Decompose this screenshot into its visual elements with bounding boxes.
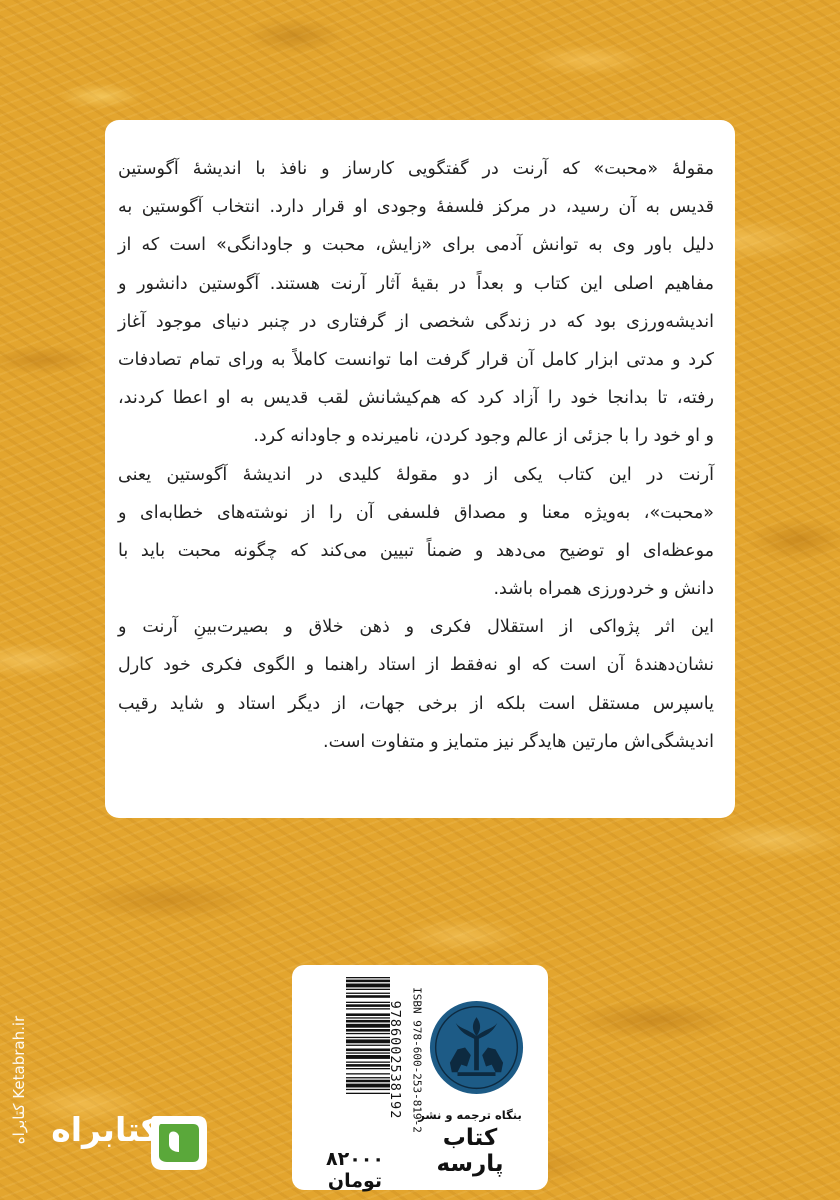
isbn-digits: 9786002538192 [387, 1000, 403, 1120]
barcode-bar [346, 1089, 390, 1090]
barcode-bar [346, 1068, 390, 1069]
barcode-bar [346, 1037, 390, 1038]
barcode-bar [346, 1062, 390, 1063]
description-paragraph [118, 150, 714, 456]
barcode-bar [346, 1049, 390, 1052]
description-line: آرنت در این کتاب یکی از دو مقولهٔ کلیدی در اندیشهٔ آگوستین یعنی [118, 464, 714, 485]
barcode-bar [346, 984, 390, 988]
description-line: «محبت»، به‌ویژه معنا و مصداق فلسفی آن را از نوشته‌های خطابه‌ای و [118, 502, 714, 523]
description-paragraph [118, 608, 714, 761]
publisher-label: بنگاه ترجمه و نشر [418, 1108, 522, 1122]
barcode-bar [346, 1093, 390, 1094]
barcode-bar [346, 1004, 390, 1007]
description-paragraph [118, 456, 714, 609]
description-line: رفته، تا بدانجا خود را آزاد کرد که هم‌کیشانش لقب قدیس به او اعطا کردند، [118, 388, 714, 409]
publisher-name: کتاب پارسه [436, 1125, 504, 1177]
description-line: کرد و مدتی ابزار کامل آن قرار گرفت اما توانست کاملاً به ورای تمام تصادفات [118, 349, 714, 370]
barcode-bar [346, 1039, 390, 1043]
description-line: اندیشگی‌اش مارتین هایدگر نیز متمایز و متفاوت است. [323, 731, 714, 752]
ketabrah-wordmark: کتابراه [51, 1110, 160, 1149]
barcode-bar [346, 1080, 390, 1083]
ketabrah-url: کتابراه Ketabrah.ir [10, 1015, 28, 1145]
barcode-bar [346, 1073, 390, 1074]
barcode-bar [346, 1077, 390, 1078]
barcode-bar [346, 1029, 390, 1032]
barcode-bar [346, 993, 390, 994]
barcode-bar [346, 1033, 390, 1034]
barcode-bar [346, 1024, 390, 1028]
description-line: یاسپرس مستقل است بلکه از برخی جهات، از دیگر استاد و شاید رقیب [118, 693, 714, 714]
description-line: موعظه‌ای او توضیح می‌دهد و ضمناً تبیین می‌کند که چگونه محبت باید با [118, 540, 714, 561]
description-line: نشان‌دهندهٔ آن است که او نه‌فقط از استاد راهنما و الگوی فکری خود کارل [118, 655, 714, 676]
description-line: دانش و خردورزی همراه باشد. [493, 579, 714, 600]
isbn-label: ISBN 978-600-253-819-2 [410, 987, 424, 1133]
barcode-bar [346, 1008, 390, 1009]
barcode-bar [346, 1017, 390, 1018]
description-line: قدیس به آن رسید، در مرکز فلسفهٔ وجودی او قرار دارد. انتخاب آگوستین به [118, 197, 714, 218]
barcode-bar [346, 980, 390, 983]
description-line: و او خود را با جزئی از عالم وجود کردن، نامیرنده و جاودانه کرد. [253, 426, 714, 447]
barcode-bar [346, 1055, 390, 1059]
publisher-logo-icon [429, 1000, 524, 1095]
barcode-bar [346, 1052, 390, 1053]
description-line: مفاهیم اصلی این کتاب و بعداً در بقیهٔ آثار آرنت هستند. آگوستین دانشور و [118, 273, 714, 294]
barcode-bar [346, 989, 390, 990]
barcode-bar [346, 1002, 390, 1003]
barcode-bar [346, 1084, 390, 1088]
description-text [118, 150, 714, 761]
description-line: این اثر پژواکی از استقلال فکری و ذهن خلاق و بصیرت‌بینِ آرنت و [118, 617, 714, 638]
barcode-bar [346, 977, 390, 978]
barcode-bar [346, 1020, 390, 1023]
description-line: مقولهٔ «محبت» که آرنت در گفتگویی کارساز و نافذ با اندیشهٔ آگوستین [118, 159, 714, 179]
description-line: اندیشه‌ورزی بود که در زندگی شخصی از گرفتاری در چنبر دنیای موجود آغاز [118, 311, 714, 332]
price-label: ۸۲۰۰۰ تومان [326, 1148, 384, 1192]
barcode-bar [346, 1045, 390, 1046]
isbn-barcode [310, 975, 390, 1137]
description-line: دلیل باور وی به توانش آدمی برای «زایش، محبت و جاودانگی» است که از [118, 235, 714, 256]
barcode-bar [346, 1064, 390, 1067]
barcode-bar [346, 1013, 390, 1016]
barcode-bar [346, 995, 390, 998]
